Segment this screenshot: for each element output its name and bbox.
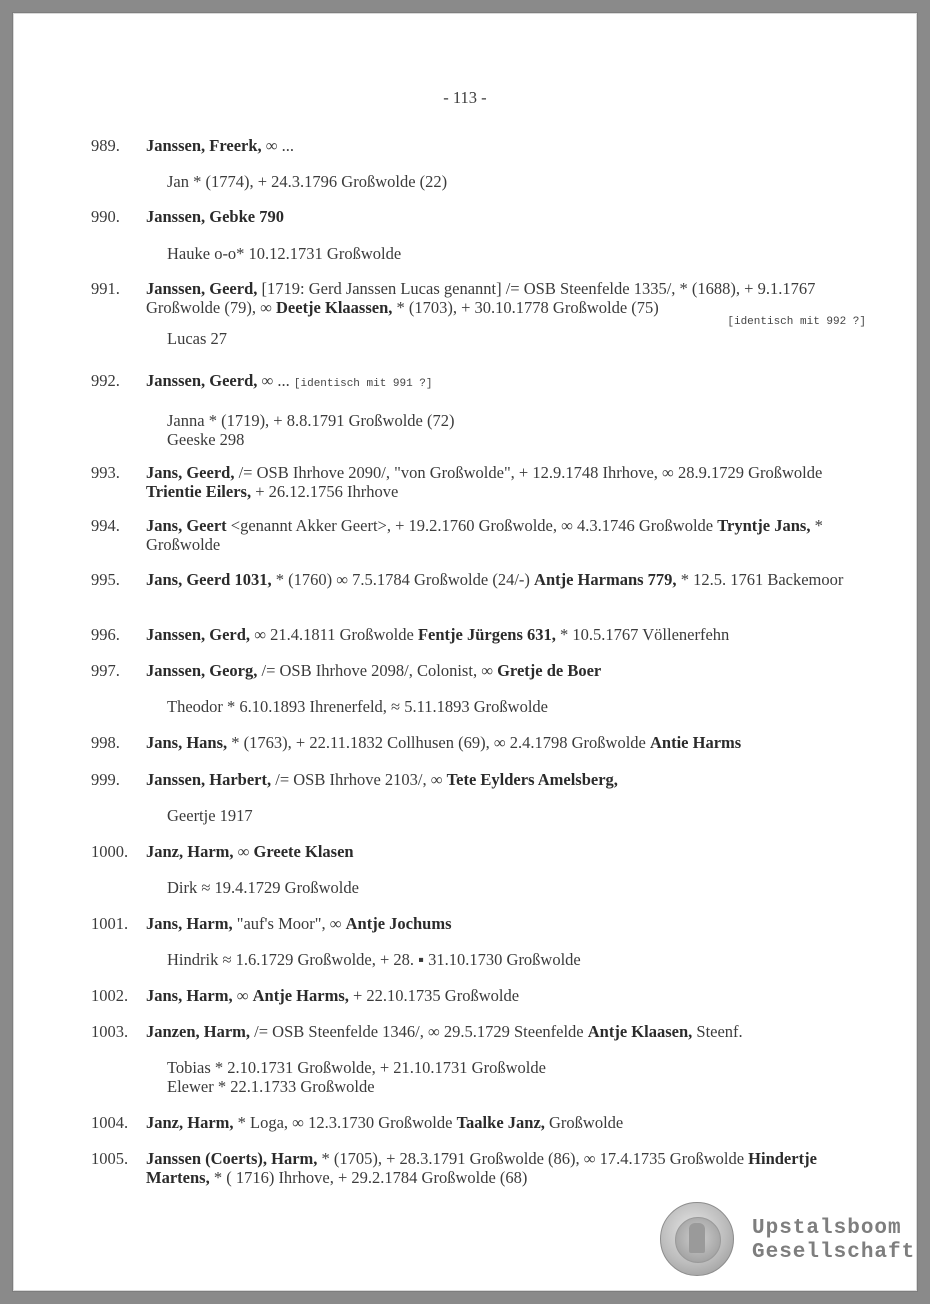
entry-head: Jans, Harm, [146,914,233,933]
entry-text: /= OSB Steenfelde 1346/, ∞ 29.5.1729 Steenfelde [250,1022,588,1041]
entry-number: 991. [91,279,120,298]
entry-number: 992. [91,371,120,390]
entry-text: ∞ [233,842,254,861]
document-body [14,14,916,1290]
entry-text-2: + 22.10.1735 Großwolde [348,986,520,1005]
entry-number: 998. [91,733,120,752]
entry-head: Jans, Geert [146,516,227,535]
entry-head: Janz, Harm, [146,1113,234,1132]
entry-head: Jans, Geerd, [146,463,235,482]
spouse-name: Antje Harmans 779, [534,570,677,589]
spouse-name: Deetje Klaassen, [276,298,393,317]
entry-head: Janssen, Geerd, [146,371,258,390]
spouse-name: Antje Jochums [345,914,452,933]
entry-head: Janssen, Geerd, [146,279,258,298]
child-line: Jan * (1774), + 24.3.1796 Großwolde (22) [167,172,448,191]
seal-figure [689,1223,705,1253]
entry-head: Janssen (Coerts), Harm, [146,1149,318,1168]
entry-head: Jans, Harm, [146,986,233,1005]
entry-text: * Loga, ∞ 12.3.1730 Großwolde [233,1113,457,1132]
entry-number: 1000. [91,842,129,861]
entry-text: * (1760) ∞ 7.5.1784 Großwolde (24/-) [271,570,535,589]
entry-text: /= OSB Ihrhove 2103/, ∞ [271,770,447,789]
entry-text: * (1705), + 28.3.1791 Großwolde (86), ∞ 17.4.1735 Großwolde [317,1149,749,1168]
entry-head: Janssen, Freerk, [146,136,262,155]
entry-text-2: * Großwolde [146,516,823,554]
entry-text-2: * 10.5.1767 Völlenerfehn [555,625,730,644]
entry-head: Janz, Harm, [146,842,234,861]
entry-head: Janssen, Georg, [146,661,258,680]
entry-head: Janssen, Gerd, [146,625,251,644]
entry-text: ∞ [232,986,253,1005]
entry-text: ∞ ... [261,136,295,155]
entry-number: 989. [91,136,120,155]
spouse-name: Greete Klasen [253,842,354,861]
entry-text: "auf's Moor", ∞ [232,914,346,933]
entry-text-2: Steenf. [692,1022,743,1041]
entry-number: 995. [91,570,120,589]
spouse-name: Gretje de Boer [497,661,602,680]
entry-head: Jans, Hans, [146,733,228,752]
entry-text: [1719: Gerd Janssen Lucas genannt] /= OSB Steenfelde 1335/, * (1688), + 9.1.1767 Großwolde (79), ∞ [146,279,816,317]
entry-text: /= OSB Ihrhove 2090/, "von Großwolde", + 12.9.1748 Ihrhove, ∞ 28.9.1729 Großwolde [234,463,823,482]
child-line: Janna * (1719), + 8.8.1791 Großwolde (72) [167,411,455,430]
spouse-name: Antje Klaasen, [587,1022,693,1041]
seal-icon [660,1202,734,1276]
editor-note: [identisch mit 992 ?] [727,316,866,328]
entry-head: Janssen, Harbert, [146,770,272,789]
spouse-name: Tryntje Jans, [717,516,811,535]
entry-text: ∞ 21.4.1811 Großwolde [250,625,418,644]
spouse-name: Antie Harms [650,733,742,752]
entry-number: 997. [91,661,120,680]
child-line: Elewer * 22.1.1733 Großwolde [167,1077,375,1096]
entry-number: 990. [91,207,120,226]
child-line: Dirk ≈ 19.4.1729 Großwolde [167,878,359,897]
entry-number: 993. [91,463,120,482]
entry-text: /= OSB Ihrhove 2098/, Colonist, ∞ [257,661,498,680]
entry-number: 999. [91,770,120,789]
child-line: Theodor * 6.10.1893 Ihrenerfeld, ≈ 5.11.1893 Großwolde [167,697,548,716]
page-number: - 113 - [443,88,487,107]
spouse-name: Hindertje Martens, [146,1149,817,1187]
child-line: Geeske 298 [167,430,245,449]
entry-number: 996. [91,625,120,644]
entry-text-2: * ( 1716) Ihrhove, + 29.2.1784 Großwolde (68) [209,1168,528,1187]
entry-text: * (1763), + 22.11.1832 Collhusen (69), ∞ 2.4.1798 Großwolde [227,733,650,752]
child-line: Tobias * 2.10.1731 Großwolde, + 21.10.1731 Großwolde [167,1058,546,1077]
spouse-name: Fentje Jürgens 631, [417,625,556,644]
spouse-name: Tete Eylders Amelsberg, [446,770,618,789]
entry-number: 1005. [91,1149,129,1168]
spouse-name: Taalke Janz, [456,1113,545,1132]
entry-text: <genannt Akker Geert>, + 19.2.1760 Großwolde, ∞ 4.3.1746 Großwolde [226,516,718,535]
entry-number: 1004. [91,1113,129,1132]
entry-text-2: * 12.5. 1761 Backemoor [676,570,844,589]
entry-head: Janssen, Gebke 790 [146,207,284,226]
entry-number: 1003. [91,1022,129,1041]
spouse-name: Antje Harms, [252,986,349,1005]
entry-number: 994. [91,516,120,535]
logo-line-1: Upstalsboom [752,1217,902,1240]
society-logo-text [752,1217,915,1265]
entry-number: 1001. [91,914,129,933]
child-line: Lucas 27 [167,329,228,348]
entry-head: Jans, Geerd 1031, [146,570,272,589]
entry-text: ∞ ... [257,371,294,390]
spouse-name: Trientie Eilers, [146,482,252,501]
child-line: Hindrik ≈ 1.6.1729 Großwolde, + 28. ▪ 31.10.1730 Großwolde [167,950,581,969]
entry-text-2: * (1703), + 30.10.1778 Großwolde (75) [392,298,659,317]
child-line: Geertje 1917 [167,806,253,825]
entry-number: 1002. [91,986,129,1005]
entry-head: Janzen, Harm, [146,1022,251,1041]
editor-note: [identisch mit 991 ?] [293,378,433,390]
child-line: Hauke o-o* 10.12.1731 Großwolde [167,244,402,263]
logo-line-2: Gesellschaft [752,1241,916,1264]
entry-text-2: + 26.12.1756 Ihrhove [251,482,399,501]
entry-text-2: Großwolde [544,1113,624,1132]
document-page [14,14,916,1290]
